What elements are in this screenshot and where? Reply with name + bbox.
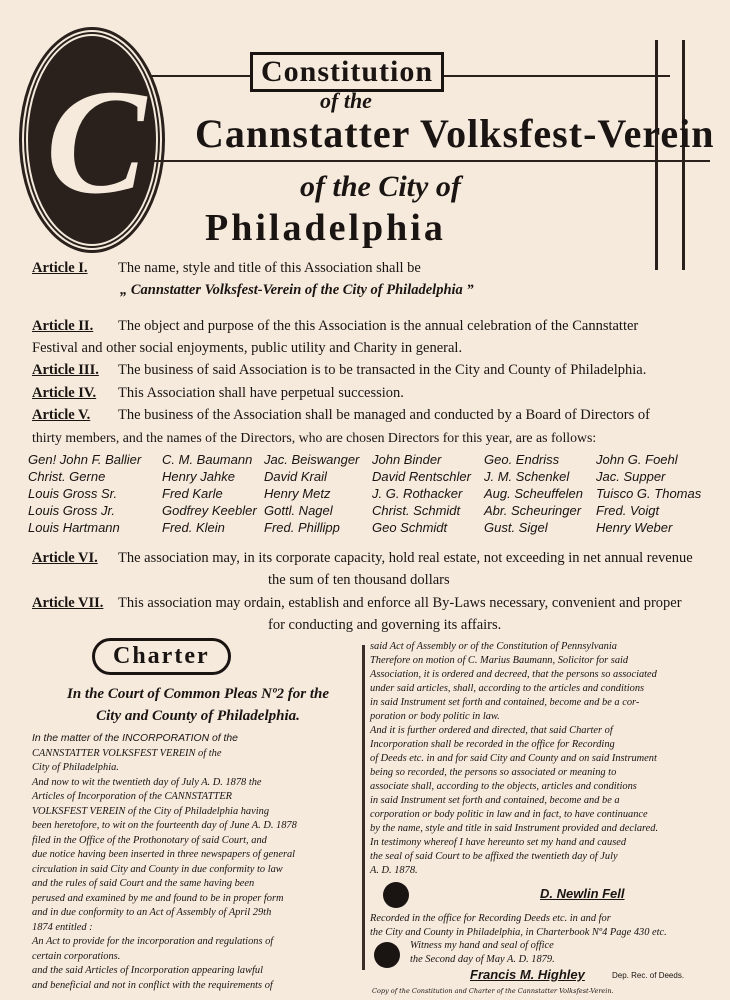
article-5-cont: thirty members, and the names of the Directors, who are chosen Directors for this year, are as follows: xyxy=(32,430,597,445)
director-name: David Rentschler xyxy=(372,469,471,484)
article-5: Article V. The business of the Association shall be managed and conducted by a Board of Directors of xyxy=(32,407,650,423)
signature-fell: D. Newlin Fell xyxy=(540,886,625,901)
recorder-seal xyxy=(374,942,400,968)
charter-line: VOLKSFEST VEREIN of the City of Philadelphia having xyxy=(32,805,270,817)
charter-line: associate shall, according to the objects, articles and conditions xyxy=(370,781,637,792)
director-name: Henry Jahke xyxy=(162,469,235,484)
director-name: J. G. Rothacker xyxy=(372,486,463,501)
charter-line: corporation or body politic in law and in fact, to have continuance xyxy=(370,809,648,820)
director-name: Tuisco G. Thomas xyxy=(596,486,702,501)
ornamental-initial: C xyxy=(22,30,162,250)
signature-title: Dep. Rec. of Deeds. xyxy=(612,971,685,980)
director-name: Geo. Endriss xyxy=(484,452,560,467)
charter-line: due notice having been inserted in three newspapers of general xyxy=(32,849,296,860)
title-philadelphia: Philadelphia xyxy=(205,207,446,249)
ornament-line xyxy=(150,160,710,162)
article-1-name: „ Cannstatter Volksfest-Verein of the City of Philadelphia ” xyxy=(120,282,474,298)
director-name: Fred. Voigt xyxy=(596,503,660,518)
charter-line: said Act of Assembly or of the Constitution of Pennsylvania xyxy=(370,641,617,652)
director-name: Geo Schmidt xyxy=(372,520,448,535)
charter-line: CANNSTATTER VOLKSFEST VEREIN of the xyxy=(32,747,222,759)
charter-line: Recorded in the office for Recording Deeds etc. in and for xyxy=(370,913,611,924)
recorded-note xyxy=(370,912,667,966)
director-name: Fred. Phillipp xyxy=(264,520,340,535)
charter-line: and the rules of said Court and the same having been xyxy=(32,878,255,889)
charter-line: in said Instrument set forth and contained, become and be a xyxy=(370,795,620,806)
charter-line: and in due conformity to an Act of Assembly of April 29th xyxy=(32,907,272,918)
article-1: Article I. The name, style and title of this Association shall be xyxy=(32,260,421,276)
charter-line: and the said Articles of Incorporation appearing lawful xyxy=(32,965,263,976)
article-7-cont: for conducting and governing its affairs. xyxy=(268,617,502,633)
title-society-name: Cannstatter Volksfest-Verein xyxy=(195,111,715,156)
charter-line: Association, it is ordered and decreed, that the persons so associated xyxy=(370,669,657,680)
court-line: City and County of Philadelphia. xyxy=(96,708,300,724)
footer-note: Copy of the Constitution and Charter of the Cannstatter Volksfest-Verein. xyxy=(372,987,614,995)
title-of-the: of the xyxy=(320,88,372,113)
director-name: Gottl. Nagel xyxy=(264,503,333,518)
signature-highley: Francis M. Highley xyxy=(470,967,585,982)
charter-line: perused and examined by me and found to be in proper form xyxy=(32,892,284,904)
director-name: Christ. Schmidt xyxy=(372,503,461,518)
charter-line: the seal of said Court to be affixed the twentieth day of July xyxy=(370,851,618,862)
director-name: Henry Metz xyxy=(264,486,331,501)
title-of-the-city: of the City of xyxy=(300,170,461,203)
charter-line: City of Philadelphia. xyxy=(32,762,119,773)
article-2: Article II. The object and purpose of the this Association is the annual celebration of the Cannstatter xyxy=(32,318,639,334)
charter-line: circulation in said City and County in due conformity to law xyxy=(32,863,283,875)
charter-left-column xyxy=(32,732,297,993)
charter-line: in said Instrument set forth and contained, become and be a cor- xyxy=(370,697,640,708)
charter-heading: Charter xyxy=(92,638,231,675)
charter-line: Therefore on motion of C. Marius Baumann, Solicitor for said xyxy=(370,655,629,666)
director-name: Abr. Scheuringer xyxy=(484,503,582,518)
director-name: Fred Karle xyxy=(162,486,223,501)
charter-line: being so recorded, the persons so associated or meaning to xyxy=(370,767,617,778)
director-name: Fred. Klein xyxy=(162,520,225,535)
charter-line: Articles of Incorporation of the CANNSTATTER xyxy=(32,791,233,802)
title-constitution: Constitution xyxy=(250,52,444,92)
article-6: Article VI. The association may, in its corporate capacity, hold real estate, not exceeding in net annual revenue xyxy=(32,550,693,566)
article-3: Article III. The business of said Association is to be transacted in the City and County of Philadelphia. xyxy=(32,362,647,378)
directors-list xyxy=(28,452,704,535)
director-name: Louis Gross Jr. xyxy=(28,503,115,518)
column-divider xyxy=(362,645,365,970)
charter-line: been heretofore, to wit on the fourteenth day of June A. D. 1878 xyxy=(32,820,297,831)
charter-line: A. D. 1878. xyxy=(370,865,418,876)
charter-line: the City and County in Philadelphia, in Charterbook Nº4 Page 430 etc. xyxy=(370,926,667,938)
director-name: Jac. Beiswanger xyxy=(264,452,360,467)
charter-line: the Second day of May A. D. 1879. xyxy=(410,953,555,965)
article-7: Article VII. This association may ordain, establish and enforce all By-Laws necessary, convenient and proper xyxy=(32,595,682,611)
charter-right-column xyxy=(370,640,658,878)
director-name: J. M. Schenkel xyxy=(484,469,570,484)
director-name: Christ. Gerne xyxy=(28,469,106,484)
charter-line: In the matter of the INCORPORATION of the xyxy=(32,733,238,744)
charter-line: 1874 entitled : xyxy=(32,921,93,933)
charter-line: by the name, style and title in said Instrument provided and declared. xyxy=(370,823,659,834)
charter-line: under said articles, shall, according to the articles and conditions xyxy=(370,683,645,694)
director-name: Jac. Supper xyxy=(596,469,666,484)
director-name: Gust. Sigel xyxy=(484,520,548,535)
director-name: C. M. Baumann xyxy=(162,452,253,467)
charter-line: poration or body politic in law. xyxy=(370,711,500,722)
charter-line: filed in the Office of the Prothonotary of said Court, and xyxy=(32,834,267,846)
article-6-cont: the sum of ten thousand dollars xyxy=(268,572,450,588)
court-seal xyxy=(383,882,409,908)
court-line: In the Court of Common Pleas Nº2 for the xyxy=(66,686,330,702)
director-name: Henry Weber xyxy=(596,520,673,535)
charter-line: of Deeds etc. in and for said City and County and on said Instrument xyxy=(370,753,657,764)
charter-line: And now to wit the twentieth day of July A. D. 1878 the xyxy=(32,776,262,788)
charter-line: In testimony whereof I have hereunto set my hand and caused xyxy=(370,837,627,848)
charter-line: Witness my hand and seal of office xyxy=(410,940,554,951)
charter-line: certain corporations. xyxy=(32,950,121,962)
article-2-cont: Festival and other social enjoyments, public utility and Charity in general. xyxy=(32,340,463,356)
charter-line: and beneficial and not in conflict with the requirements of xyxy=(32,979,273,991)
director-name: John Binder xyxy=(372,452,442,467)
director-name: John G. Foehl xyxy=(596,452,678,467)
director-name: David Krail xyxy=(264,469,327,484)
charter-line: Incorporation shall be recorded in the office for Recording xyxy=(370,739,615,750)
charter-line: And it is further ordered and directed, that said Charter of xyxy=(370,725,613,736)
director-name: Gen! John F. Ballier xyxy=(28,452,142,467)
director-name: Godfrey Keebler xyxy=(162,503,257,518)
charter-line: An Act to provide for the incorporation and regulations of xyxy=(32,936,274,947)
director-name: Louis Hartmann xyxy=(28,520,120,535)
article-4: Article IV. This Association shall have perpetual succession. xyxy=(32,385,404,401)
director-name: Aug. Scheuffelen xyxy=(484,486,584,501)
director-name: Louis Gross Sr. xyxy=(28,486,118,501)
